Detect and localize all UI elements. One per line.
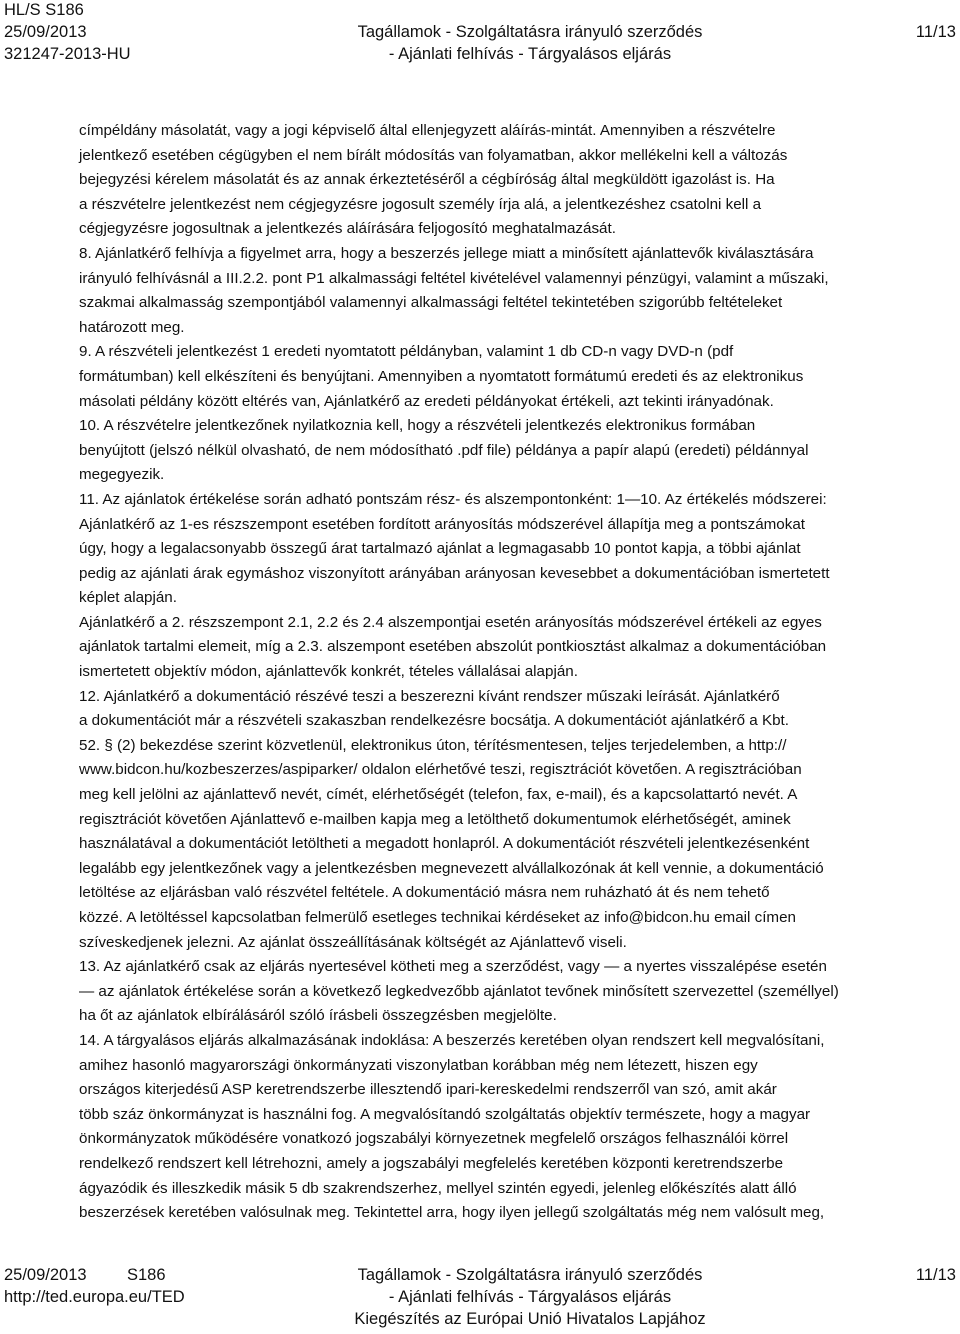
page-header	[0, 0, 960, 65]
footer-title-line3: Kiegészítés az Európai Unió Hivatalos Lapjához	[354, 1310, 706, 1328]
body-line: ha őt az ajánlatok elbírálásáról szóló írásbeli összegzésben megjelölte.	[79, 1007, 557, 1025]
body-line: ágyazódik és illeszkedik másik 5 db szakrendszerhez, mellyel szintén egyedi, jelenleg előkészítés alatt álló	[79, 1179, 797, 1197]
body-line: meg kell jelölni az ajánlattevő nevét, címét, elérhetőségét (telefon, fax, e-mail), és a kapcsolattartó nevét. A	[79, 786, 798, 804]
footer-title-line1: Tagállamok - Szolgáltatásra irányuló szerződés	[357, 1266, 703, 1284]
header-title-line2: - Ajánlati felhívás - Tárgyalásos eljárás	[388, 45, 672, 63]
body-line: a dokumentációt már a részvételi szakaszban rendelkezésre bocsátja. A dokumentációt ajánlatkérő a Kbt.	[79, 712, 789, 730]
body-line: jelentkező esetében cégügyben el nem bírált módosítás van folyamatban, akkor mellékelni kell a változás	[79, 146, 788, 164]
body-line: másolati példány között eltérés van, Ajánlatkérő az eredeti példányokat értékeli, azt tekinti irányadónak.	[79, 392, 774, 410]
page-footer	[0, 1264, 960, 1330]
body-line: benyújtott (jelszó nélkül olvasható, de nem módosítható .pdf file) példánya a papír alapú (eredeti) példánnyal	[79, 441, 809, 459]
body-line: 11. Az ajánlatok értékelése során adható pontszám rész- és alszempontonként: 1—10. Az értékelés módszerei:	[79, 490, 827, 508]
body-line: úgy, hogy a legalacsonyabb összegű árat tartalmazó ajánlat a legmagasabb 10 pontot kapja, a többi ajánlat	[79, 540, 801, 558]
body-line: cégjegyzésre jogosultnak a jelentkezés aláírására feljogosító meghatalmazását.	[79, 220, 616, 238]
body-line: 52. § (2) bekezdése szerint közvetlenül, elektronikus úton, térítésmentesen, teljes terjedelemben, a http://	[79, 736, 787, 754]
body-line: megegyezik.	[79, 466, 165, 484]
body-line: 8. Ajánlatkérő felhívja a figyelmet arra, hogy a beszerzés jellege miatt a minősített ajánlattevők kiválasztására	[79, 244, 814, 262]
body-line: — az ajánlatok értékelése során a következő legkedvezőbb ajánlatot tevőnek minősített szervezettel (személlyel)	[79, 982, 839, 1000]
body-line: Ajánlatkérő a 2. részszempont 2.1, 2.2 és 2.4 alszempontjai esetén arányosítás módszerével értékeli az egyes	[79, 613, 822, 631]
footer-title-line2: - Ajánlati felhívás - Tárgyalásos eljárás	[388, 1288, 672, 1306]
body-line: határozott meg.	[79, 318, 185, 336]
body-line: országos kiterjedésű ASP keretrendszerbe illesztendő ipari-kereskedelmi rendszerről van szó, amit akár	[79, 1081, 777, 1099]
body-line: 10. A részvételre jelentkezőnek nyilatkoznia kell, hogy a részvételi jelentkezés elektronikus formában	[79, 417, 756, 435]
body-line: pedig az ajánlati árak egymáshoz viszonyított arányában arányosan kevesebbet a dokumentációban ismertetett	[79, 564, 830, 582]
body-line: www.bidcon.hu/kozbeszerzes/aspiparker/ oldalon elérhetővé teszi, regisztrációt követően. A regisztrációban	[79, 761, 802, 779]
body-line: 12. Ajánlatkérő a dokumentáció részévé teszi a beszerezni kívánt rendszer műszaki leírását. Ajánlatkérő	[79, 687, 780, 705]
body-line: irányuló felhívásnál a III.2.2. pont P1 alkalmassági feltétel kivételével valamennyi pénzügyi, valamint a műszaki,	[79, 269, 829, 287]
body-line: legalább egy jelentkezőnek vagy a jelentkezésben megnevezett alvállalkozónak át kell vennie, a dokumentáció	[79, 859, 824, 877]
body-line: beszerzések keretében valósulnak meg. Tekintettel arra, hogy ilyen jellegű szolgáltatás még nem valósult meg,	[79, 1204, 825, 1222]
footer-url-link[interactable]: http://ted.europa.eu/TED	[4, 1288, 185, 1306]
body-line: önkormányzatok működésére vonatkozó jogszabályi környezetnek megfelelő országos felhasználói körrel	[79, 1130, 789, 1148]
doc-id: HL/S S186	[4, 1, 84, 19]
body-line: bejegyzési kérelem másolatát és az annak érkeztetéséről a cégbíróság által megküldött igazolást is. Ha	[79, 171, 775, 189]
body-line: 14. A tárgyalásos eljárás alkalmazásának indoklása: A beszerzés keretében olyan rendszert kell megvalósítani,	[79, 1031, 825, 1049]
body-line: ismertetett objektív módon, ajánlattevők konkrét, tételes vállalásai alapján.	[79, 663, 578, 681]
body-line: címpéldány másolatát, vagy a jogi képviselő által ellenjegyzett aláírás-mintát. Amennyiben a részvételre	[79, 122, 776, 139]
body-line: a részvételre jelentkezést nem cégjegyzésre jogosult személy írja alá, a jelentkezéshez csatolni kell a	[79, 195, 762, 213]
body-line: 13. Az ajánlatkérő csak az eljárás nyertesével kötheti meg a szerződést, vagy — a nyertes visszalépése esetén	[79, 958, 827, 976]
header-page-number: 11/13	[915, 23, 956, 41]
body-line: több száz önkormányzat is használni fog. A megvalósítandó szolgáltatás objektív természete, hogy a magyar	[79, 1105, 811, 1123]
body-line: amihez hasonló magyarországi önkormányzati viszonylatban korábban még nem létezett, hiszen egy	[79, 1056, 758, 1074]
body-line: használatával a dokumentációt letöltheti a megadott honlapról. A dokumentációt részvételi jelentkezésenként	[79, 835, 810, 853]
body-line: rendelkező rendszert kell létrehozni, amely a jogszabályi megfelelés keretében központi keretrendszerbe	[79, 1154, 784, 1172]
body-line: képlet alapján.	[79, 589, 177, 607]
body-line: Ajánlatkérő az 1-es részszempont esetében fordított arányosítás módszerével állapítja meg a pontszámokat	[79, 515, 806, 533]
body-line: ajánlatok tartalmi elemeit, míg a 2.3. alszempont esetében abszolút pontkiosztást alkalmaz a dokumentációban	[79, 638, 827, 656]
header-title-line1: Tagállamok - Szolgáltatásra irányuló szerződés	[357, 23, 703, 41]
body-line: szíveskedjenek jelezni. Az ajánlat összeállításának költségét az Ajánlattevő viseli.	[79, 933, 627, 951]
footer-series: S186	[127, 1266, 166, 1284]
body-line: letöltése az eljárásban való részvétel feltétele. A dokumentáció másra nem ruházható át és nem tehető	[79, 884, 770, 902]
header-date: 25/09/2013	[4, 23, 87, 41]
notice-number: 321247-2013-HU	[4, 45, 131, 63]
body-line: formátumban) kell elkészíteni és benyújtani. Amennyiben a nyomtatott formátumú eredeti és az elektronikus	[79, 367, 804, 385]
footer-page-number: 11/13	[915, 1266, 956, 1284]
body-line: 9. A részvételi jelentkezést 1 eredeti nyomtatott példányban, valamint 1 db CD-n vagy DVD-n (pdf	[79, 343, 734, 361]
footer-date: 25/09/2013	[4, 1266, 87, 1284]
document-body	[79, 119, 953, 1226]
body-line: regisztrációt követően Ajánlattevő e-mailben kapja meg a letölthető dokumentumok elérhetőségét, aminek	[79, 810, 791, 828]
body-line: szakmai alkalmasság szempontjából valamennyi alkalmassági feltétel tekintetében szigorúbb feltételeket	[79, 294, 783, 312]
body-line: közzé. A letöltéssel kapcsolatban felmerülő esetleges technikai kérdéseket az info@bidcon.hu email címen	[79, 909, 796, 926]
